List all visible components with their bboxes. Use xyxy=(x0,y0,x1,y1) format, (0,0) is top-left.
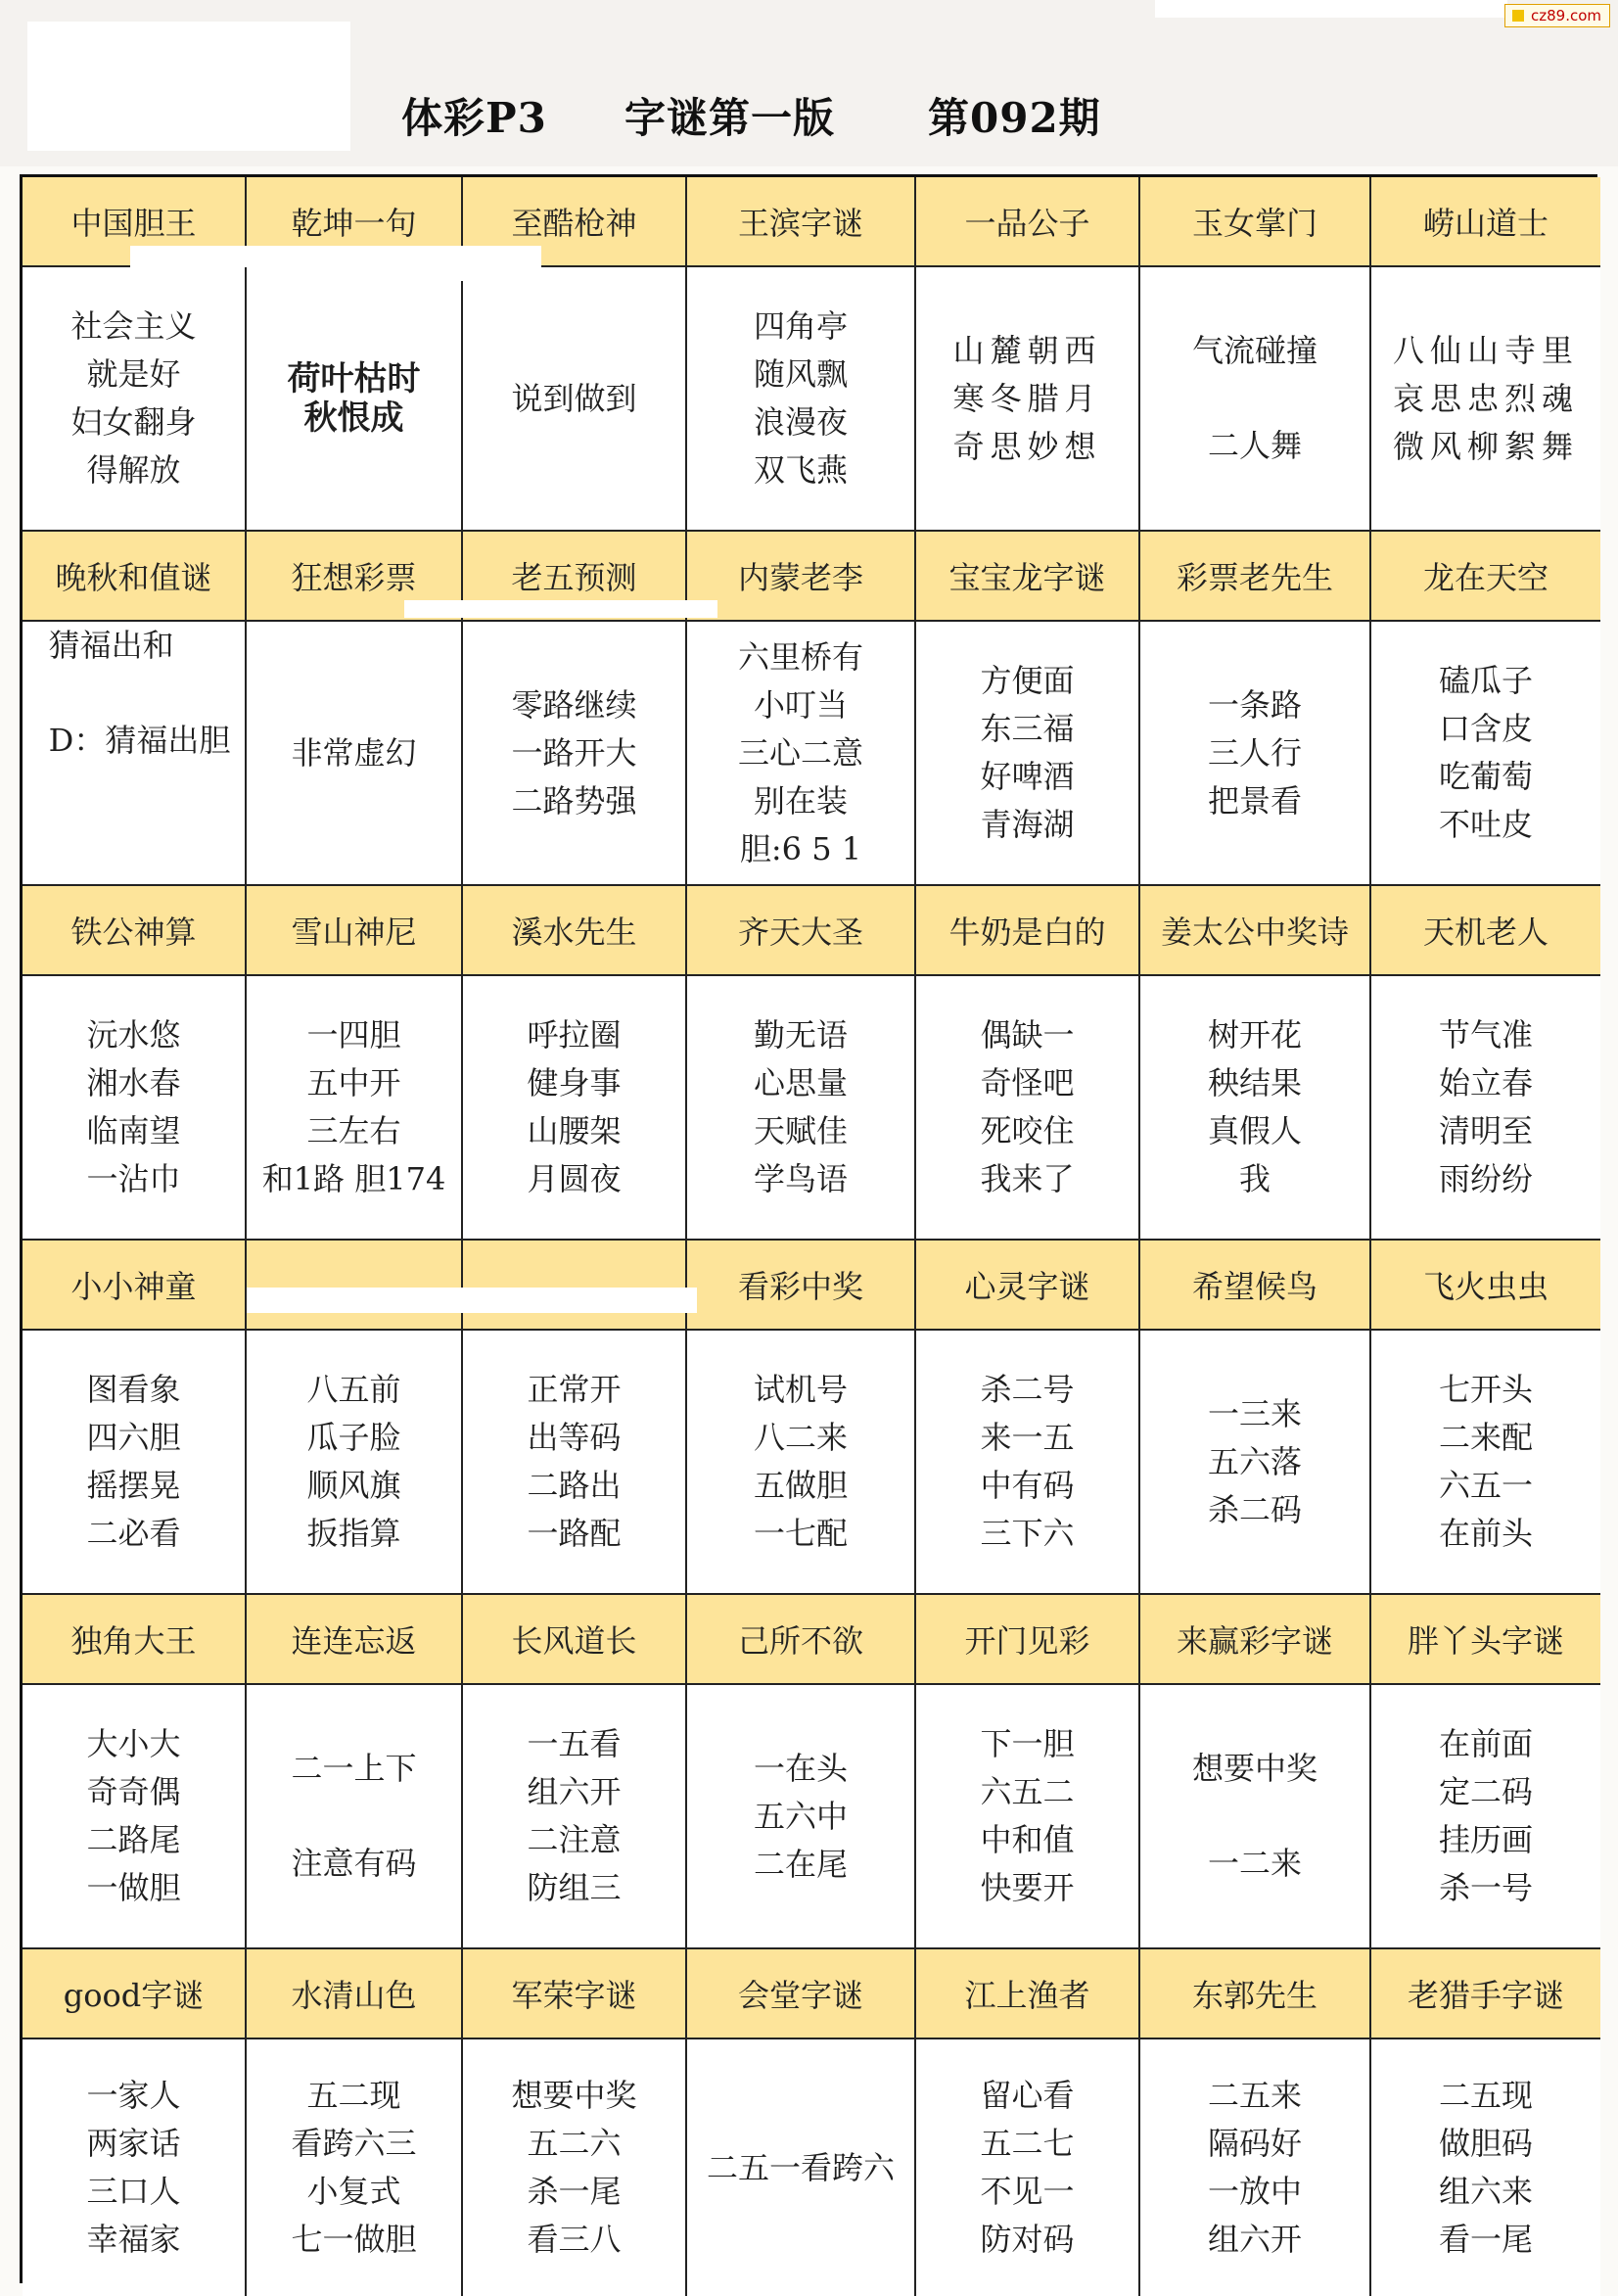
riddle-cell xyxy=(1140,1685,1371,1949)
riddle-line: 和1路 胆174 xyxy=(261,1160,446,1197)
riddle-line: 扳指算 xyxy=(306,1515,401,1552)
riddle-cell xyxy=(23,267,247,532)
riddle-cell xyxy=(23,2039,247,2296)
author-name: 溪水先生 xyxy=(511,914,637,951)
riddle-cell xyxy=(916,976,1140,1241)
riddle-cell xyxy=(1140,976,1371,1241)
redaction-blot xyxy=(247,1288,697,1313)
riddle-line: 顺风旗 xyxy=(306,1467,401,1504)
riddle-line: 小叮当 xyxy=(753,685,848,724)
author-name: 心灵字谜 xyxy=(964,1268,1090,1305)
riddle-cell xyxy=(1371,267,1600,532)
author-name: 狂想彩票 xyxy=(291,559,417,596)
riddle-line: 注意有码 xyxy=(291,1845,417,1882)
page-header xyxy=(0,0,1618,166)
riddle-line: 杀一号 xyxy=(1438,1869,1533,1906)
riddle-line: 不吐皮 xyxy=(1438,806,1533,843)
riddle-line: 六五一 xyxy=(1438,1467,1533,1504)
author-header xyxy=(1140,886,1371,976)
riddle-line: 防对码 xyxy=(980,2221,1075,2258)
riddle-line: 说到做到 xyxy=(511,379,637,417)
author-name: 宝宝龙字谜 xyxy=(948,559,1106,596)
riddle-line: 天赋佳 xyxy=(753,1112,848,1149)
riddle-line: 瓜子脸 xyxy=(306,1419,401,1456)
riddle-line: 非常虚幻 xyxy=(291,733,417,772)
riddle-line: 临南望 xyxy=(86,1112,181,1149)
author-name: 晚秋和值谜 xyxy=(55,559,212,596)
riddle-line: 挂历画 xyxy=(1438,1821,1533,1858)
riddle-line: 真假人 xyxy=(1207,1112,1302,1149)
author-name: 老猎手字谜 xyxy=(1407,1977,1564,2014)
riddle-line: 一放中 xyxy=(1207,2173,1302,2210)
riddle-line: 隔码好 xyxy=(1207,2125,1302,2162)
author-header xyxy=(247,1595,463,1685)
riddle-line: 出等码 xyxy=(527,1419,622,1456)
riddle-cell xyxy=(463,622,687,886)
author-name: 玉女掌门 xyxy=(1191,205,1318,242)
riddle-line: 想要中奖 xyxy=(1191,1750,1318,1787)
author-header xyxy=(1140,1595,1371,1685)
redaction-blot xyxy=(404,600,717,618)
author-name: 中国胆王 xyxy=(70,205,197,242)
author-name: 开门见彩 xyxy=(964,1622,1090,1660)
author-name: 龙在天空 xyxy=(1422,559,1549,596)
riddle-line: 五二六 xyxy=(527,2125,622,2162)
riddle-line: 七开头 xyxy=(1438,1371,1533,1408)
riddle-line: 浪漫夜 xyxy=(753,403,848,441)
author-header xyxy=(916,1241,1140,1331)
riddle-line: 东三福 xyxy=(980,710,1075,747)
riddle-line: 二必看 xyxy=(86,1515,181,1552)
riddle-cell xyxy=(463,2039,687,2296)
riddle-line: 社会主义 xyxy=(70,307,197,345)
riddle-line: 奇奇偶 xyxy=(86,1773,181,1810)
riddle-cell xyxy=(1371,2039,1600,2296)
riddle-line: 清明至 xyxy=(1438,1112,1533,1149)
riddle-line: 妇女翻身 xyxy=(70,403,197,441)
riddle-line: 得解放 xyxy=(86,451,181,489)
riddle-line: 看跨六三 xyxy=(291,2125,417,2162)
riddle-cell xyxy=(23,1685,247,1949)
riddle-line: 二五一看跨六 xyxy=(706,2148,895,2186)
riddle-cell xyxy=(23,622,247,886)
riddle-line: 奇怪吧 xyxy=(980,1064,1075,1101)
riddle-line: 青海湖 xyxy=(980,806,1075,843)
author-header xyxy=(463,1949,687,2039)
riddle-line: 二五现 xyxy=(1438,2077,1533,2114)
author-name: 希望候鸟 xyxy=(1191,1268,1318,1305)
author-name: 飞火虫虫 xyxy=(1422,1268,1549,1305)
riddle-cell xyxy=(687,622,916,886)
riddle-cell xyxy=(687,1685,916,1949)
riddle-line: 一七配 xyxy=(753,1515,848,1552)
author-header xyxy=(687,1949,916,2039)
author-header xyxy=(23,1949,247,2039)
riddle-line: 八二来 xyxy=(753,1419,848,1456)
riddle-cell xyxy=(687,1331,916,1595)
riddle-line: 来一五 xyxy=(980,1419,1075,1456)
riddle-line: 呼拉圈 xyxy=(527,1016,622,1054)
author-name: 老五预测 xyxy=(511,559,637,596)
riddle-line: 不见一 xyxy=(980,2173,1075,2210)
riddle-cell xyxy=(1371,1685,1600,1949)
riddle-line: 方便面 xyxy=(980,662,1075,699)
riddle-line: 吃葡萄 xyxy=(1438,758,1533,795)
riddle-line: 一三来 xyxy=(1207,1394,1302,1432)
riddle-cell xyxy=(463,267,687,532)
author-header xyxy=(687,886,916,976)
riddle-line: 口含皮 xyxy=(1438,710,1533,747)
riddle-line: 猜福出和 xyxy=(48,627,174,664)
riddle-line: 山腰架 xyxy=(527,1112,622,1149)
author-header xyxy=(463,1595,687,1685)
blank-logo-area xyxy=(27,22,350,151)
riddle-line: 五做胆 xyxy=(753,1467,848,1504)
top-strip xyxy=(1155,0,1507,18)
author-name: 崂山道士 xyxy=(1422,205,1549,242)
riddle-line: 偶缺一 xyxy=(980,1016,1075,1054)
riddle-line: 二人舞 xyxy=(1207,427,1302,464)
riddle-cell xyxy=(1140,2039,1371,2296)
author-name: 会堂字谜 xyxy=(737,1977,863,2014)
riddle-line: 山麓朝西 xyxy=(952,331,1102,369)
author-name: 军荣字谜 xyxy=(511,1977,637,2014)
author-header xyxy=(247,886,463,976)
riddle-line: 小复式 xyxy=(306,2173,401,2210)
riddle-line: 磕瓜子 xyxy=(1438,662,1533,699)
riddle-cell xyxy=(463,1685,687,1949)
riddle-line: 五中开 xyxy=(306,1064,401,1101)
riddle-cell xyxy=(1140,267,1371,532)
riddle-line: 中和值 xyxy=(980,1821,1075,1858)
riddle-cell xyxy=(687,976,916,1241)
author-header xyxy=(1371,1949,1600,2039)
author-header xyxy=(23,532,247,622)
riddle-line: 防组三 xyxy=(527,1869,622,1906)
riddle-line: 月圆夜 xyxy=(527,1160,622,1197)
author-header xyxy=(23,1595,247,1685)
riddle-line: 在前面 xyxy=(1438,1725,1533,1762)
riddle-line: 三心二意 xyxy=(737,733,863,772)
riddle-cell xyxy=(23,976,247,1241)
riddle-line: 二路出 xyxy=(527,1467,622,1504)
author-name: 姜太公中奖诗 xyxy=(1160,914,1349,951)
author-header xyxy=(687,177,916,267)
riddle-line: 一路开大 xyxy=(511,733,637,772)
riddle-line: 试机号 xyxy=(753,1371,848,1408)
author-header xyxy=(916,1595,1140,1685)
riddle-line: 我来了 xyxy=(980,1160,1075,1197)
author-name: 雪山神尼 xyxy=(291,914,417,951)
site-badge[interactable]: cz89.com xyxy=(1504,4,1610,27)
riddle-cell xyxy=(687,2039,916,2296)
riddle-line: 六五二 xyxy=(980,1773,1075,1810)
author-name: 水清山色 xyxy=(291,1977,417,2014)
riddle-line: 两家话 xyxy=(86,2125,181,2162)
riddle-line: 二注意 xyxy=(527,1821,622,1858)
riddle-line: 二在尾 xyxy=(753,1845,848,1883)
author-name: 长风道长 xyxy=(511,1622,637,1660)
riddle-line: 做胆码 xyxy=(1438,2125,1533,2162)
riddle-cell xyxy=(463,976,687,1241)
riddle-line: 微风柳絮舞 xyxy=(1392,427,1579,465)
riddle-line: 幸福家 xyxy=(86,2221,181,2258)
lottery-name: 体彩P3 xyxy=(401,94,547,142)
riddle-line: 杀二号 xyxy=(980,1371,1075,1408)
riddle-line: 三人行 xyxy=(1207,733,1302,772)
author-header xyxy=(247,1241,463,1331)
riddle-cell xyxy=(463,1331,687,1595)
riddle-line: 一家人 xyxy=(86,2077,181,2114)
author-header xyxy=(463,886,687,976)
riddle-line: 树开花 xyxy=(1207,1016,1302,1054)
riddle-line: 一路配 xyxy=(527,1515,622,1552)
riddle-line: 沅水悠 xyxy=(86,1016,181,1054)
author-name: 彩票老先生 xyxy=(1176,559,1333,596)
riddle-cell xyxy=(1371,1331,1600,1595)
issue-number: 第092期 xyxy=(928,94,1101,142)
author-name: 牛奶是白的 xyxy=(948,914,1106,951)
riddle-line: 湘水春 xyxy=(86,1064,181,1101)
author-name: 江上渔者 xyxy=(964,1977,1090,2014)
riddle-line: 胆:6 5 1 xyxy=(739,829,862,867)
riddle-line: 七一做胆 xyxy=(291,2221,417,2258)
riddle-line: 图看象 xyxy=(86,1371,181,1408)
riddle-line: 一二来 xyxy=(1207,1845,1302,1882)
riddle-line: 一四胆 xyxy=(306,1016,401,1054)
riddle-line: 勤无语 xyxy=(753,1016,848,1054)
riddle-cell xyxy=(687,267,916,532)
author-name: 连连忘返 xyxy=(291,1622,417,1660)
riddle-line: 始立春 xyxy=(1438,1064,1533,1101)
author-name: 东郭先生 xyxy=(1191,1977,1318,2014)
riddle-line: 想要中奖 xyxy=(511,2077,637,2114)
riddle-line: 一做胆 xyxy=(86,1869,181,1906)
riddle-cell xyxy=(23,1331,247,1595)
riddle-line: 组六开 xyxy=(527,1773,622,1810)
author-name: 天机老人 xyxy=(1422,914,1549,951)
riddle-line: 心思量 xyxy=(753,1064,848,1101)
riddle-cell xyxy=(1371,976,1600,1241)
riddle-line: 节气准 xyxy=(1438,1016,1533,1054)
riddle-line: 随风飘 xyxy=(753,355,848,393)
author-header xyxy=(247,1949,463,2039)
riddle-line: 六里桥有 xyxy=(737,637,863,676)
riddle-line: 寒冬腊月 xyxy=(952,379,1102,417)
riddle-line: 健身事 xyxy=(527,1064,622,1101)
riddle-line: 三左右 xyxy=(306,1112,401,1149)
riddle-line: 雨纷纷 xyxy=(1438,1160,1533,1197)
riddle-line: 定二码 xyxy=(1438,1773,1533,1810)
riddle-line: 杀二码 xyxy=(1207,1490,1302,1528)
riddle-cell xyxy=(247,1685,463,1949)
riddle-line: 秋恨成 xyxy=(303,398,404,438)
riddle-line: 正常开 xyxy=(527,1371,622,1408)
author-header xyxy=(916,1949,1140,2039)
riddle-line: 五六中 xyxy=(753,1797,848,1835)
riddle-line: 快要开 xyxy=(980,1869,1075,1906)
riddle-line: 摇摆晃 xyxy=(86,1467,181,1504)
author-header xyxy=(1371,1595,1600,1685)
riddle-line: 五二现 xyxy=(306,2077,401,2114)
author-header xyxy=(1371,1241,1600,1331)
riddle-line: 二路势强 xyxy=(511,781,637,820)
author-header xyxy=(463,1241,687,1331)
author-name: 齐天大圣 xyxy=(737,914,863,951)
riddle-cell xyxy=(247,622,463,886)
author-header xyxy=(916,532,1140,622)
riddle-cell xyxy=(247,976,463,1241)
author-name: 一品公子 xyxy=(964,205,1090,242)
author-name: 己所不欲 xyxy=(737,1622,863,1660)
riddle-cell xyxy=(1371,622,1600,886)
riddle-cell xyxy=(247,267,463,532)
author-name: 至酷枪神 xyxy=(511,205,637,242)
riddle-line: 看三八 xyxy=(527,2221,622,2258)
riddle-line: 二一上下 xyxy=(291,1750,417,1787)
riddle-cell xyxy=(247,1331,463,1595)
riddle-line: 三口人 xyxy=(86,2173,181,2210)
riddle-line: 气流碰撞 xyxy=(1191,332,1318,369)
riddle-line: 中有码 xyxy=(980,1467,1075,1504)
riddle-table xyxy=(20,174,1597,2283)
author-header xyxy=(1140,532,1371,622)
author-header xyxy=(687,532,916,622)
author-header xyxy=(1371,886,1600,976)
riddle-line: 双飞燕 xyxy=(753,451,848,489)
riddle-line: 学鸟语 xyxy=(753,1160,848,1197)
riddle-line: 好啤酒 xyxy=(980,758,1075,795)
author-header xyxy=(23,1241,247,1331)
riddle-cell xyxy=(1140,1331,1371,1595)
riddle-line: 五二七 xyxy=(980,2125,1075,2162)
author-name: 铁公神算 xyxy=(70,914,197,951)
author-header xyxy=(1371,177,1600,267)
author-name: 独角大王 xyxy=(70,1622,197,1660)
riddle-cell xyxy=(916,1685,1140,1949)
riddle-cell xyxy=(916,622,1140,886)
author-name: 来赢彩字谜 xyxy=(1176,1622,1333,1660)
redaction-blot xyxy=(247,261,463,281)
author-header xyxy=(1140,177,1371,267)
riddle-cell xyxy=(916,267,1140,532)
riddle-line: 就是好 xyxy=(86,355,181,393)
riddle-line: 八五前 xyxy=(306,1371,401,1408)
riddle-line: 组六开 xyxy=(1207,2221,1302,2258)
author-header xyxy=(23,886,247,976)
riddle-line: 死咬住 xyxy=(980,1112,1075,1149)
riddle-line: 大小大 xyxy=(86,1725,181,1762)
author-header xyxy=(687,1241,916,1331)
riddle-line: 二路尾 xyxy=(86,1821,181,1858)
riddle-cell xyxy=(247,2039,463,2296)
riddle-line: 零路继续 xyxy=(511,685,637,724)
author-header xyxy=(1140,1949,1371,2039)
riddle-line: 我 xyxy=(1238,1160,1271,1197)
author-name: good字谜 xyxy=(63,1977,205,2014)
riddle-line: 二五来 xyxy=(1207,2077,1302,2114)
riddle-line: 把景看 xyxy=(1207,781,1302,820)
author-header xyxy=(687,1595,916,1685)
riddle-line: 一条路 xyxy=(1207,685,1302,724)
riddle-line: 五六落 xyxy=(1207,1442,1302,1480)
riddle-line: 杀一尾 xyxy=(527,2173,622,2210)
riddle-line: 荷叶枯时 xyxy=(287,359,421,398)
author-name: 内蒙老李 xyxy=(737,559,863,596)
riddle-line: 奇思妙想 xyxy=(952,427,1102,465)
author-name: 乾坤一句 xyxy=(291,205,417,242)
riddle-cell xyxy=(1140,622,1371,886)
riddle-line: 看一尾 xyxy=(1438,2221,1533,2258)
edition-title: 字谜第一版 xyxy=(624,94,836,142)
author-name: 看彩中奖 xyxy=(737,1268,863,1305)
riddle-line: 二来配 xyxy=(1438,1419,1533,1456)
riddle-line: 三下六 xyxy=(980,1515,1075,1552)
author-name: 王滨字谜 xyxy=(737,205,863,242)
author-name: 胖丫头字谜 xyxy=(1407,1622,1564,1660)
riddle-cell xyxy=(916,2039,1140,2296)
author-header xyxy=(916,886,1140,976)
author-header xyxy=(1140,1241,1371,1331)
author-header xyxy=(916,177,1140,267)
riddle-line: 四角亭 xyxy=(753,307,848,345)
riddle-line: 哀思忠烈魂 xyxy=(1392,379,1579,417)
riddle-line: 别在装 xyxy=(753,781,848,820)
riddle-cell xyxy=(916,1331,1140,1595)
author-header xyxy=(1371,532,1600,622)
riddle-line: 一五看 xyxy=(527,1725,622,1762)
riddle-line: 八仙山寺里 xyxy=(1392,331,1579,369)
riddle-line: 留心看 xyxy=(980,2077,1075,2114)
riddle-line: 一在头 xyxy=(753,1749,848,1787)
riddle-line: 组六来 xyxy=(1438,2173,1533,2210)
author-name: 小小神童 xyxy=(70,1268,197,1305)
riddle-line: 下一胆 xyxy=(980,1725,1075,1762)
riddle-line: 四六胆 xyxy=(86,1419,181,1456)
riddle-line: 在前头 xyxy=(1438,1515,1533,1552)
riddle-line: 秧结果 xyxy=(1207,1064,1302,1101)
riddle-line: D：猜福出胆 xyxy=(48,722,231,759)
riddle-line: 一沾巾 xyxy=(86,1160,181,1197)
